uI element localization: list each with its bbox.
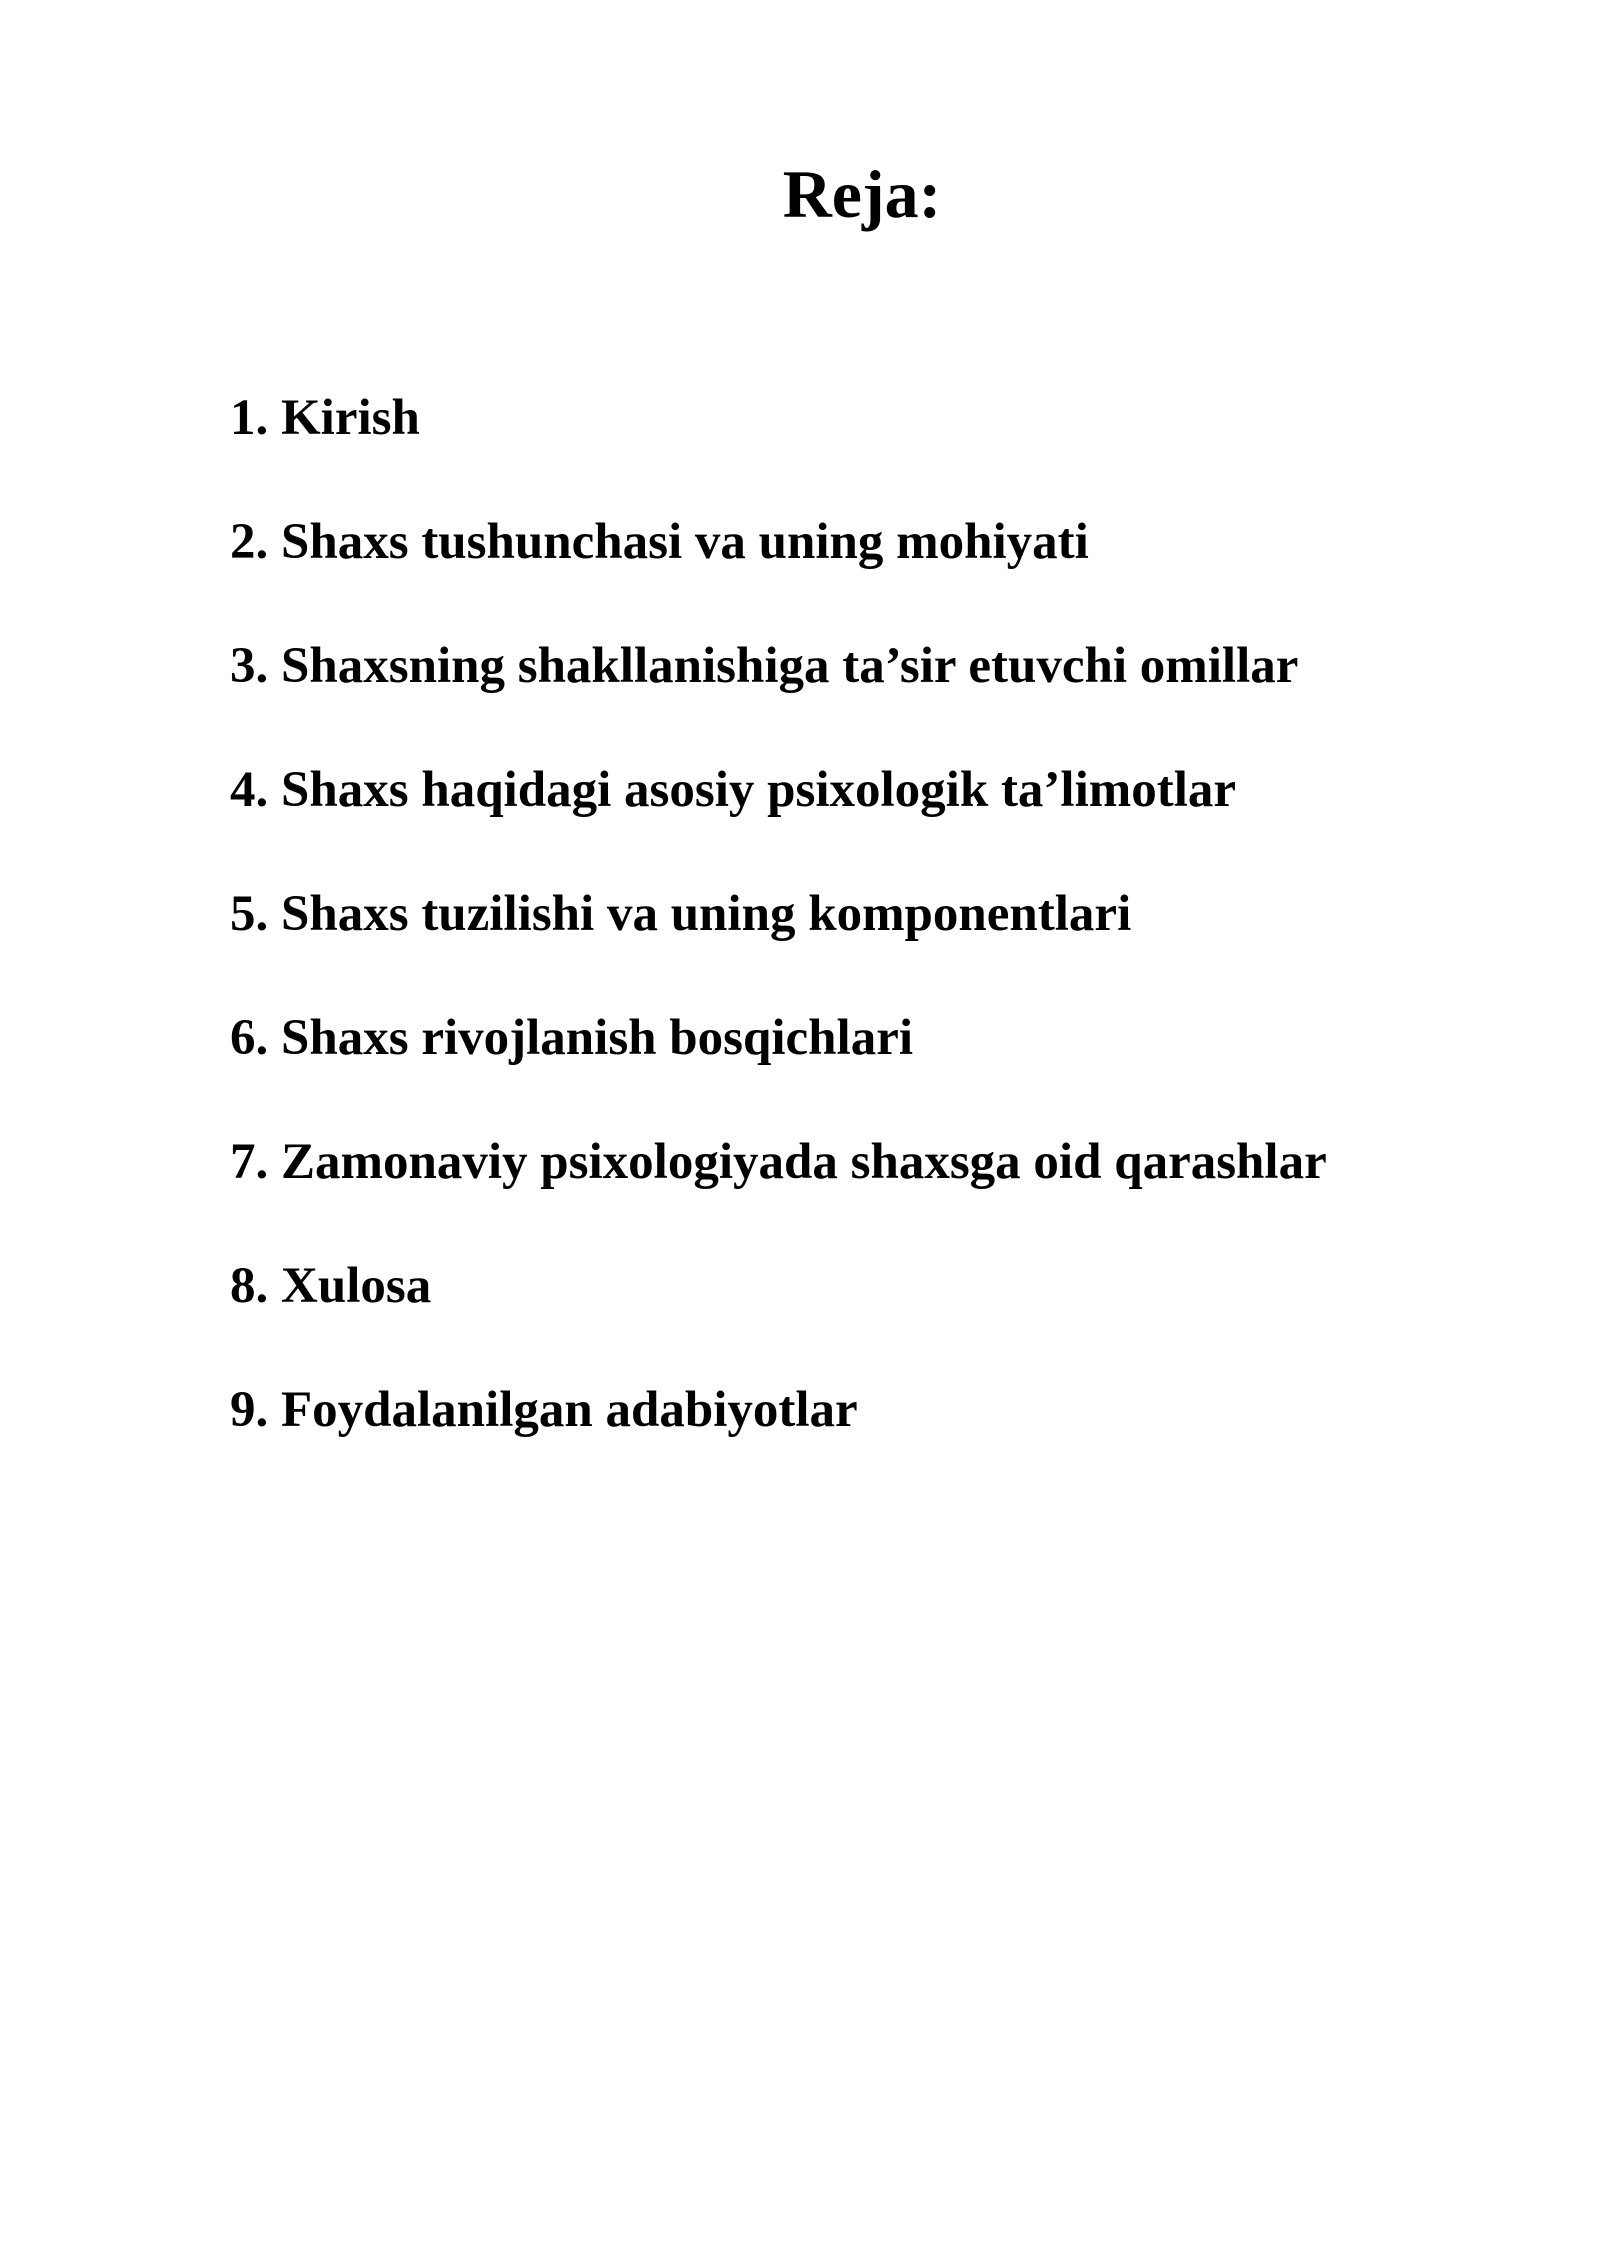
plan-item-5: 5. Shaxs tuzilishi va uning komponentlari xyxy=(230,886,1132,942)
plan-item-8: 8. Xulosa xyxy=(230,1258,432,1314)
plan-item-9: 9. Foydalanilgan adabiyotlar xyxy=(230,1382,858,1438)
plan-item-3: 3. Shaxsning shakllanishiga ta’sir etuvchi omillar xyxy=(230,638,1299,694)
plan-item-7: 7. Zamonaviy psixologiyada shaxsga oid qarashlar xyxy=(230,1134,1327,1190)
plan-list xyxy=(230,388,1327,1504)
page-title: Reja: xyxy=(782,156,942,232)
plan-item-6: 6. Shaxs rivojlanish bosqichlari xyxy=(230,1010,913,1066)
plan-item-4: 4. Shaxs haqidagi asosiy psixologik ta’limotlar xyxy=(230,762,1237,818)
plan-item-1: 1. Kirish xyxy=(230,390,420,446)
plan-item-2: 2. Shaxs tushunchasi va uning mohiyati xyxy=(230,514,1089,570)
